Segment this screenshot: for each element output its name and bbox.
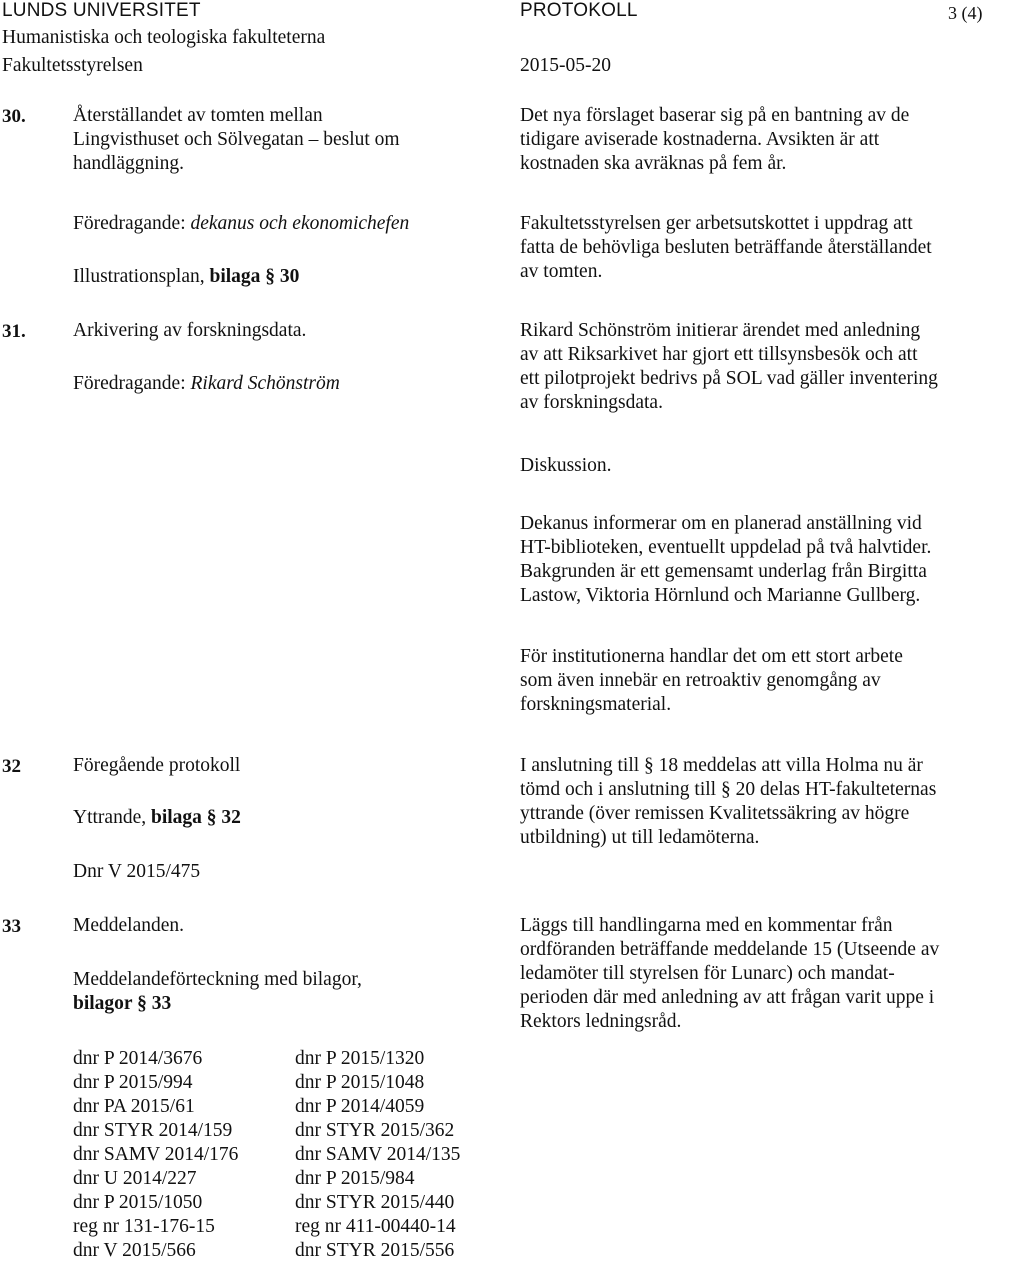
text-line: perioden där med anledning av att frågan varit uppe i xyxy=(520,987,935,1008)
dnr-cell: dnr SAMV 2014/176 xyxy=(73,1144,239,1165)
item-30-title xyxy=(73,104,400,176)
text-line: ett pilotprojekt bedrivs på SOL vad gäller inventering xyxy=(520,368,938,389)
item-30-title-line: handläggning. xyxy=(73,153,185,174)
presenter-label: Föredragande: xyxy=(73,213,191,234)
item-31-text-4 xyxy=(520,645,903,717)
text-line: ledamöter till styrelsen för Lunarc) och mandat- xyxy=(520,963,895,984)
presenter-name: Rikard Schönström xyxy=(190,373,340,394)
text-line: tömd och i anslutning till § 20 delas HT-fakulteternas xyxy=(520,779,937,800)
attachment-ref: bilaga § 30 xyxy=(209,266,300,287)
text-line: Bakgrunden är ett gemensamt underlag från Birgitta xyxy=(520,561,927,582)
list-label: Meddelandeförteckning med bilagor, xyxy=(73,969,362,990)
dnr-row xyxy=(73,1240,460,1264)
item-32-title: Föregående protokoll xyxy=(73,755,241,776)
presenter-name: dekanus och ekonomichefen xyxy=(190,213,410,234)
dnr-cell: dnr P 2015/984 xyxy=(295,1168,415,1189)
dnr-cell: dnr P 2014/3676 xyxy=(73,1048,203,1069)
presenter-label: Föredragande: xyxy=(73,373,191,394)
item-33-number: 33 xyxy=(2,916,21,937)
dnr-cell: dnr STYR 2015/362 xyxy=(295,1120,455,1141)
text-line: kostnaden ska avräknas på fem år. xyxy=(520,153,787,174)
dnr-cell: dnr STYR 2014/159 xyxy=(73,1120,233,1141)
dnr-row xyxy=(73,1048,460,1072)
dnr-row xyxy=(73,1192,460,1216)
text-line: I anslutning till § 18 meddelas att villa Holma nu är xyxy=(520,755,923,776)
attachment-ref: bilaga § 32 xyxy=(150,807,241,828)
dnr-table xyxy=(73,1048,460,1264)
item-30-number: 30. xyxy=(2,106,26,127)
page-number: 3 (4) xyxy=(948,3,983,23)
dnr-row xyxy=(73,1216,460,1240)
dnr-row xyxy=(73,1168,460,1192)
document-date: 2015-05-20 xyxy=(520,55,611,76)
dnr-row xyxy=(73,1144,460,1168)
item-31-presenter xyxy=(73,372,340,396)
text-line: som även innebär en retroaktiv genomgång av xyxy=(520,670,881,691)
document-type: PROTOKOLL xyxy=(520,0,638,21)
item-33-text xyxy=(520,914,939,1034)
dnr-cell: dnr V 2015/566 xyxy=(73,1240,196,1261)
item-31-title: Arkivering av forskningsdata. xyxy=(73,320,307,341)
text-line: HT-biblioteken, eventuellt uppdelad på två halvtider. xyxy=(520,537,932,558)
item-33-title: Meddelanden. xyxy=(73,915,185,936)
item-31-text-3 xyxy=(520,512,931,608)
text-line: För institutionerna handlar det om ett stort arbete xyxy=(520,646,903,667)
item-30-text-1 xyxy=(520,104,909,176)
board-name: Fakultetsstyrelsen xyxy=(2,55,143,76)
text-line: av tomten. xyxy=(520,261,603,282)
item-31-text-2: Diskussion. xyxy=(520,455,612,476)
dnr-row xyxy=(73,1120,460,1144)
text-line: fatta de behövliga besluten beträffande återställandet xyxy=(520,237,932,258)
item-32-dnr: Dnr V 2015/475 xyxy=(73,861,201,882)
item-30-title-line: Återställandet av tomten mellan xyxy=(73,105,323,126)
faculty-name: Humanistiska och teologiska fakulteterna xyxy=(2,27,326,48)
item-31-number: 31. xyxy=(2,321,26,342)
attachment-label: Illustrationsplan, xyxy=(73,266,210,287)
dnr-cell: dnr P 2015/1050 xyxy=(73,1192,203,1213)
item-30-text-2 xyxy=(520,212,932,284)
text-line: tidigare aviserade kostnaderna. Avsikten är att xyxy=(520,129,880,150)
item-32-number: 32 xyxy=(2,756,21,777)
item-30-attachment xyxy=(73,265,299,289)
university-name: LUNDS UNIVERSITET xyxy=(2,0,201,21)
dnr-cell: dnr P 2015/1048 xyxy=(295,1072,425,1093)
dnr-cell: dnr P 2015/1320 xyxy=(295,1048,425,1069)
dnr-row xyxy=(73,1096,460,1120)
text-line: Fakultetsstyrelsen ger arbetsutskottet i uppdrag att xyxy=(520,213,913,234)
item-32-text xyxy=(520,754,936,850)
dnr-row xyxy=(73,1072,460,1096)
text-line: forskningsmaterial. xyxy=(520,694,672,715)
dnr-list xyxy=(73,1048,460,1264)
text-line: Läggs till handlingarna med en kommentar från xyxy=(520,915,893,936)
dnr-cell: reg nr 131-176-15 xyxy=(73,1216,215,1237)
text-line: yttrande (över remissen Kvalitetssäkring av högre xyxy=(520,803,910,824)
dnr-cell: reg nr 411-00440-14 xyxy=(295,1216,456,1237)
list-ref: bilagor § 33 xyxy=(73,993,172,1014)
dnr-cell: dnr U 2014/227 xyxy=(73,1168,197,1189)
item-32-attachment xyxy=(73,806,241,830)
item-31-text-1 xyxy=(520,319,938,415)
text-line: Det nya förslaget baserar sig på en bantning av de xyxy=(520,105,910,126)
text-line: av forskningsdata. xyxy=(520,392,663,413)
item-30-title-line: Lingvisthuset och Sölvegatan – beslut om xyxy=(73,129,400,150)
item-30-presenter xyxy=(73,212,409,236)
dnr-cell: dnr STYR 2015/556 xyxy=(295,1240,455,1261)
dnr-cell: dnr PA 2015/61 xyxy=(73,1096,195,1117)
text-line: Rikard Schönström initierar ärendet med anledning xyxy=(520,320,921,341)
dnr-cell: dnr STYR 2015/440 xyxy=(295,1192,455,1213)
text-line: Rektors ledningsråd. xyxy=(520,1011,682,1032)
item-33-list-label xyxy=(73,968,362,1016)
text-line: ordföranden beträffande meddelande 15 (Utseende av xyxy=(520,939,940,960)
text-line: Lastow, Viktoria Hörnlund och Marianne Gullberg. xyxy=(520,585,921,606)
dnr-cell: dnr P 2015/994 xyxy=(73,1072,193,1093)
dnr-cell: dnr SAMV 2014/135 xyxy=(295,1144,461,1165)
attachment-label: Yttrande, xyxy=(73,807,151,828)
dnr-cell: dnr P 2014/4059 xyxy=(295,1096,425,1117)
text-line: av att Riksarkivet har gjort ett tillsynsbesök och att xyxy=(520,344,918,365)
text-line: utbildning) ut till ledamöterna. xyxy=(520,827,760,848)
text-line: Dekanus informerar om en planerad anställning vid xyxy=(520,513,922,534)
